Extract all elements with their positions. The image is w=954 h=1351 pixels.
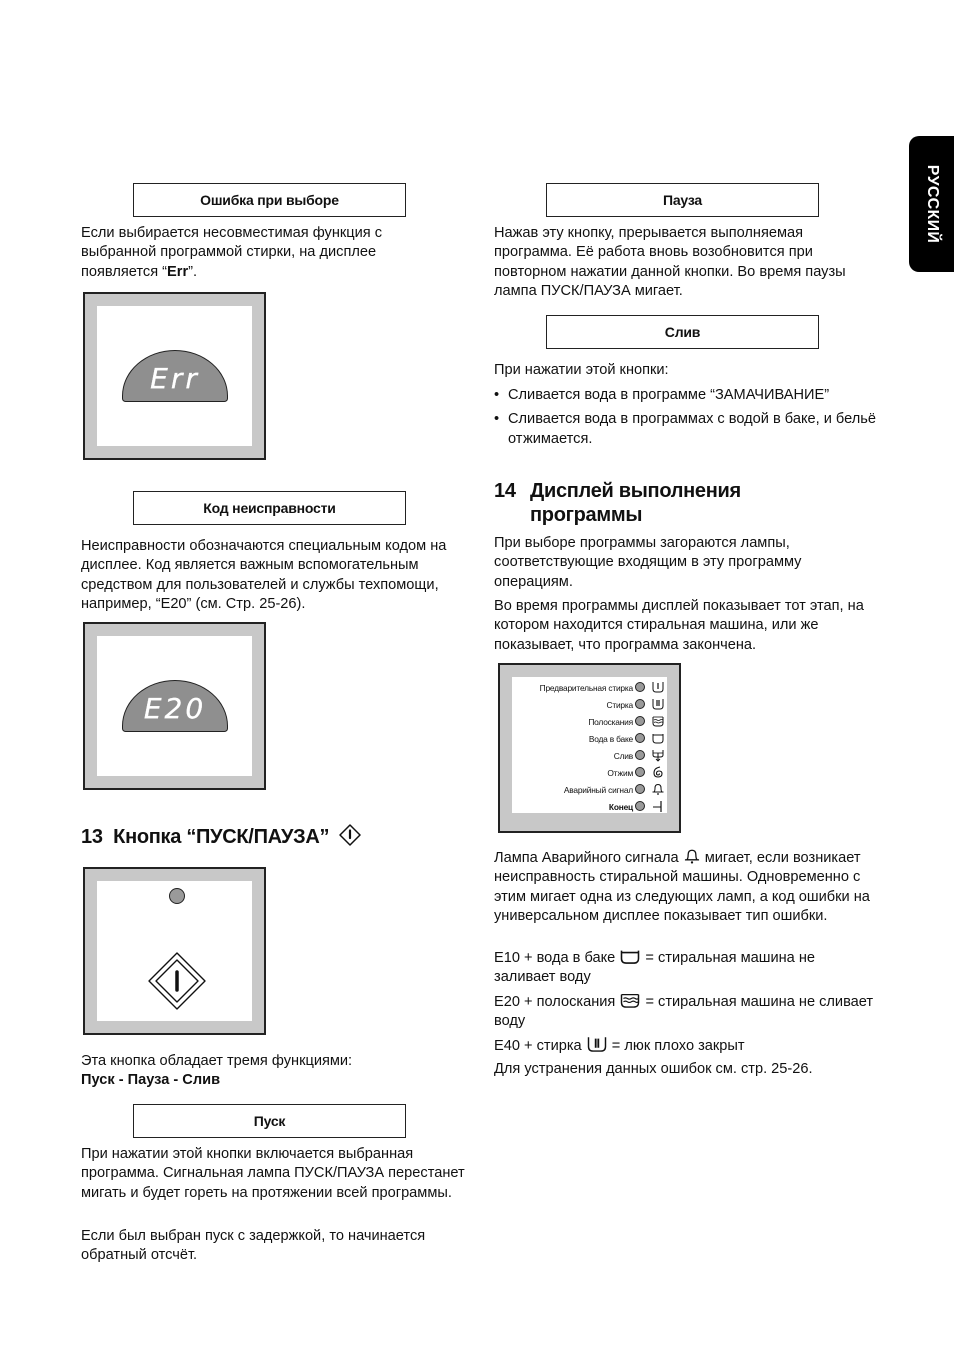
section-title-line-2: программы bbox=[530, 504, 643, 526]
rinse-icon bbox=[619, 992, 641, 1009]
rinse-icon bbox=[651, 714, 665, 728]
program-row-alarm: Аварийный сигнал bbox=[512, 782, 669, 799]
water-in-tub-icon bbox=[651, 731, 665, 745]
error-select-text: Если выбирается несовместимая функция с выбранной программой стирки, на дисплее появляется “Err”. bbox=[81, 225, 383, 280]
error-select-heading: Ошибка при выборе bbox=[200, 192, 339, 208]
error-footer-text: Для устранения данных ошибок см. стр. 25-26. bbox=[494, 1061, 813, 1077]
alarm-text: Лампа Аварийного сигнала мигает, если возникает неисправность стиральной машины. Одновременно с этим мигает одна из следующих ламп, а код ошибки на универсальном дисплее показывает тип ошибки. bbox=[494, 847, 879, 927]
status-lamp bbox=[635, 716, 645, 726]
fault-code-heading: Код неисправности bbox=[203, 500, 336, 516]
status-lamp bbox=[635, 767, 645, 777]
language-tab bbox=[909, 136, 954, 272]
status-lamp bbox=[635, 801, 645, 811]
status-lamp bbox=[635, 682, 645, 692]
program-row-drain: Слив bbox=[512, 748, 669, 765]
drain-heading: Слив bbox=[664, 324, 701, 340]
lcd-text: Err bbox=[150, 362, 200, 395]
status-lamp bbox=[635, 750, 645, 760]
section-14-text-1: При выборе программы загораются лампы, соответствующие входящим в эту программу операциям. bbox=[494, 535, 802, 590]
drain-intro: При нажатии этой кнопки: bbox=[494, 362, 669, 378]
section-title-line-1: Дисплей выполнения bbox=[530, 480, 741, 502]
pause-heading: Пауза bbox=[662, 192, 702, 208]
drain-bullets bbox=[494, 386, 879, 454]
section-14-text-2: Во время программы дисплей показывает тот этап, на котором находится стиральная машина, или же показывает, что программа закончена. bbox=[494, 598, 864, 653]
end-icon bbox=[651, 799, 665, 813]
err-display-panel bbox=[83, 292, 266, 460]
program-row-spin: Отжим bbox=[512, 765, 669, 782]
lcd-display bbox=[122, 680, 228, 732]
fault-code-text: Неисправности обозначаются специальным кодом на дисплее. Код является важным вспомогательным средством для пользователей и службы техпомощи, например, “E20” (см. Стр. 25-26). bbox=[81, 538, 447, 613]
section-14-heading bbox=[494, 479, 879, 527]
error-select-label-box bbox=[133, 183, 406, 217]
lcd-display bbox=[122, 350, 228, 402]
program-row-prewash: Предварительная стирка bbox=[512, 680, 669, 697]
functions-intro: Эта кнопка обладает тремя функциями: bbox=[81, 1053, 353, 1069]
drain-label-box bbox=[546, 315, 819, 349]
alarm-bell-icon bbox=[683, 847, 701, 865]
lcd-text: E20 bbox=[143, 692, 207, 725]
program-row-wash: Стирка bbox=[512, 697, 669, 714]
error-e40-text: E40 + стирка = люк плохо закрыт bbox=[494, 1038, 745, 1054]
program-row-water-in-tub: Вода в баке bbox=[512, 731, 669, 748]
start-text-1: При нажатии этой кнопки включается выбранная программа. Сигнальная лампа ПУСК/ПАУЗА перестанет мигать и будет гореть на протяжении всей программы. bbox=[81, 1146, 465, 1201]
alarm-bell-icon bbox=[651, 782, 665, 796]
section-number: 13 bbox=[81, 826, 103, 848]
pause-text: Нажав эту кнопку, прерывается выполняемая программа. Её работа вновь возобновится при повторном нажатии данной кнопки. Во время паузы лампа ПУСК/ПАУЗА мигает. bbox=[494, 225, 846, 300]
start-label-box bbox=[133, 1104, 406, 1138]
program-display-panel bbox=[498, 663, 681, 833]
start-heading: Пуск bbox=[253, 1113, 286, 1129]
wash-icon bbox=[651, 697, 665, 711]
error-e20-text: E20 + полоскания = стиральная машина не сливает воду bbox=[494, 994, 874, 1030]
e20-display-panel bbox=[83, 622, 266, 790]
prewash-icon bbox=[651, 680, 665, 694]
status-lamp bbox=[635, 784, 645, 794]
spin-icon bbox=[651, 765, 665, 779]
water-in-tub-icon bbox=[619, 948, 641, 965]
error-e10-text: E10 + вода в баке = стиральная машина не заливает воду bbox=[494, 950, 816, 986]
language-tab-label: РУССКИЙ bbox=[923, 164, 941, 244]
section-number: 14 bbox=[494, 480, 516, 502]
fault-code-label-box bbox=[133, 491, 406, 525]
drain-bullet: • Сливается вода в программе “ЗАМАЧИВАНИЕ” bbox=[494, 386, 879, 405]
program-row-rinse: Полоскания bbox=[512, 714, 669, 731]
drain-bullet: • Сливается вода в программах с водой в баке, и бельё отжимается. bbox=[494, 410, 879, 449]
start-text-2: Если был выбран пуск с задержкой, то начинается обратный отсчёт. bbox=[81, 1228, 426, 1264]
section-title: Кнопка “ПУСК/ПАУЗА” bbox=[113, 826, 330, 848]
program-row-end: Конец bbox=[512, 799, 669, 816]
functions-list: Пуск - Пауза - Слив bbox=[81, 1072, 221, 1088]
start-pause-lamp bbox=[169, 888, 185, 904]
start-pause-icon bbox=[339, 824, 361, 846]
wash-icon bbox=[586, 1036, 608, 1053]
start-pause-button-panel bbox=[83, 867, 266, 1035]
start-pause-button[interactable] bbox=[147, 951, 207, 1011]
status-lamp bbox=[635, 699, 645, 709]
drain-icon bbox=[651, 748, 665, 762]
section-13-heading bbox=[81, 824, 361, 849]
status-lamp bbox=[635, 733, 645, 743]
pause-label-box bbox=[546, 183, 819, 217]
